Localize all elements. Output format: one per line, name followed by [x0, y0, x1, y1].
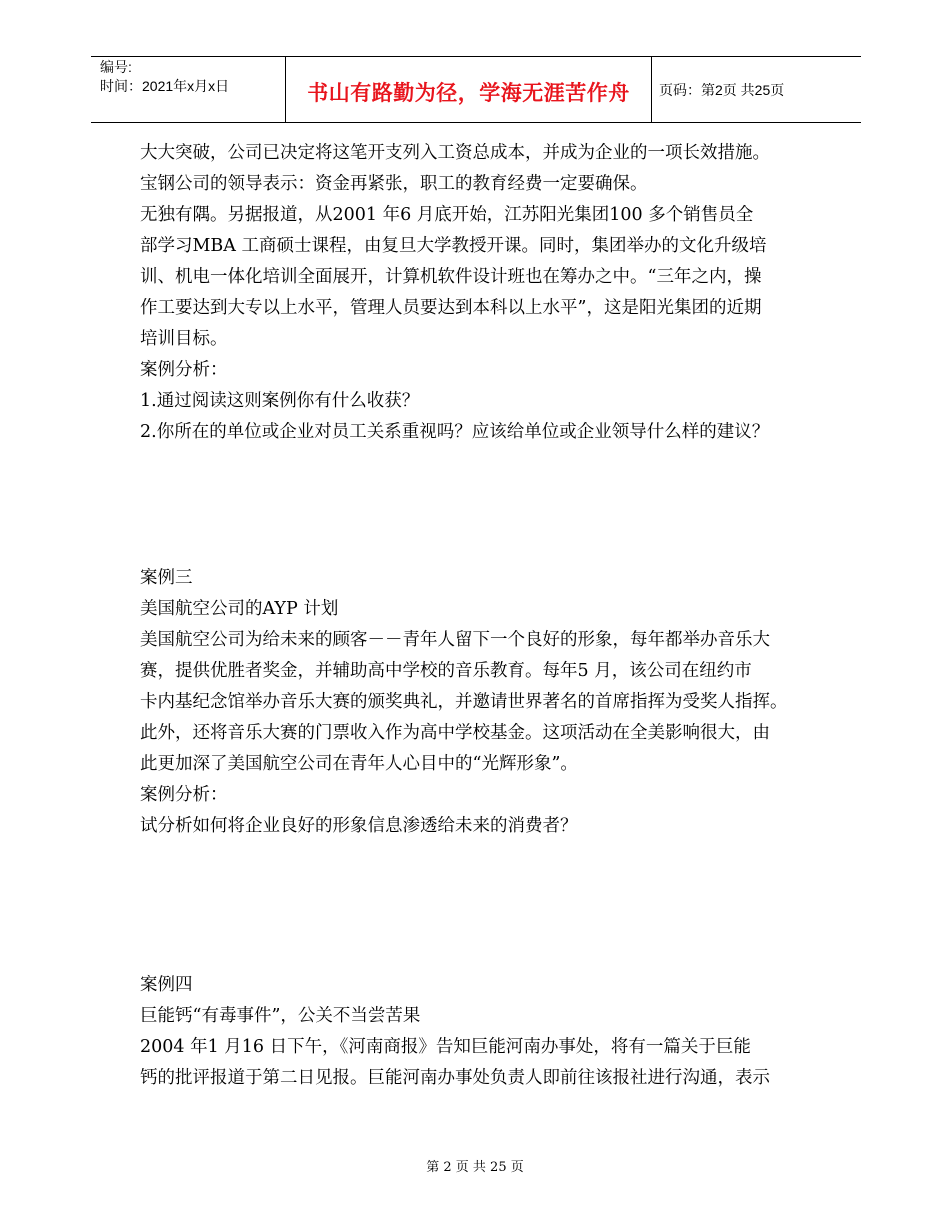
text-line: 大大突破，公司已决定将这笔开支列入工资总成本，并成为企业的一项长效措施。 [140, 143, 770, 163]
text-line: 1.通过阅读这则案例你有什么收获？ [140, 391, 420, 411]
text-line: 2004 年1 月16 日下午，《河南商报》告知巨能河南办事处，将有一篇关于巨能 [140, 1037, 751, 1057]
header-top-border [91, 56, 861, 57]
text-line: 无独有隅。另据报道，从2001 年6 月底开始，江苏阳光集团100 多个销售员全 [140, 205, 754, 225]
text-line: 训、机电一体化培训全面展开，计算机软件设计班也在筹办之中。“三年之内，操 [140, 267, 762, 287]
case-heading: 案例四 [140, 975, 193, 995]
header-number: 编号: [100, 59, 132, 75]
text-line: 宝钢公司的领导表示：资金再紧张，职工的教育经费一定要确保。 [140, 174, 648, 194]
case-heading: 案例三 [140, 568, 193, 588]
page-footer: 第 2 页 共 25 页 [426, 1160, 524, 1175]
text-line: 作工要达到大专以上水平，管理人员要达到本科以上水平”，这是阳光集团的近期 [140, 298, 762, 318]
text-line: 此外，还将音乐大赛的门票收入作为高中学校基金。这项活动在全美影响很大，由 [140, 723, 770, 743]
case-title: 美国航空公司的AYP 计划 [140, 599, 339, 619]
header-meta [100, 58, 229, 96]
header-bottom-border [91, 122, 861, 123]
text-line: 美国航空公司为给未来的顾客－－青年人留下一个良好的形象，每年都举办音乐大 [140, 630, 770, 650]
text-line: 部学习MBA 工商硕士课程，由复旦大学教授开课。同时，集团举办的文化升级培 [140, 236, 767, 256]
header-divider-right [651, 56, 652, 123]
paragraph-block-1 [140, 138, 830, 448]
blank-space [140, 842, 830, 970]
text-line: 赛，提供优胜者奖金，并辅助高中学校的音乐教育。每年5 月，该公司在纽约市 [140, 661, 752, 681]
text-line: 案例分析： [140, 360, 228, 380]
paragraph-block-2 [140, 563, 830, 842]
case-title: 巨能钙“有毒事件”，公关不当尝苦果 [140, 1006, 421, 1026]
text-line: 钙的批评报道于第二日见报。巨能河南办事处负责人即前往该报社进行沟通，表示 [140, 1068, 770, 1088]
text-line: 此更加深了美国航空公司在青年人心目中的“光辉形象”。 [140, 754, 578, 774]
text-line: 案例分析： [140, 785, 228, 805]
header-time: 时间：2021年x月x日 [100, 78, 230, 94]
document-body [140, 138, 830, 1094]
text-line: 试分析如何将企业良好的形象信息渗透给未来的消费者？ [140, 816, 578, 836]
paragraph-block-3 [140, 970, 830, 1094]
header-motto: 书山有路勤为径，学海无涯苦作舟 [307, 81, 630, 105]
header-page-number: 页码：第2页 共25页 [659, 82, 785, 98]
text-line: 2.你所在的单位或企业对员工关系重视吗？应该给单位或企业领导什么样的建议？ [140, 422, 770, 442]
text-line: 卡内基纪念馆举办音乐大赛的颁奖典礼，并邀请世界著名的首席指挥为受奖人指挥。 [140, 692, 788, 712]
text-line: 培训目标。 [140, 329, 228, 349]
blank-space [140, 448, 830, 563]
